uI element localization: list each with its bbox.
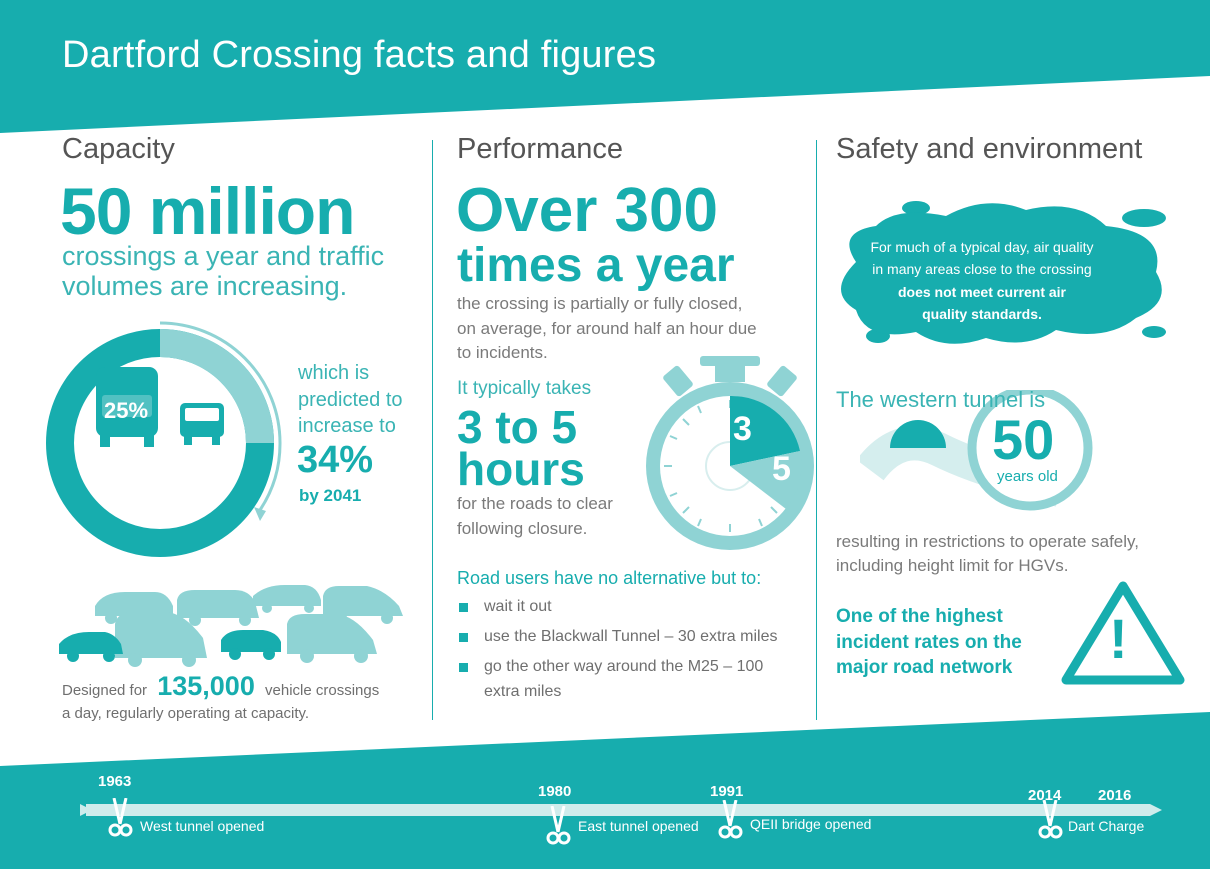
typically-takes: It typically takes — [457, 378, 592, 399]
capacity-big-number: 50 million — [60, 174, 355, 248]
vehicle-share-donut — [38, 315, 288, 575]
clear-text: for the roads to clear following closure. — [457, 494, 613, 538]
page-title: Dartford Crossing facts and figures — [62, 34, 657, 76]
timeline-year-1991: 1991 — [710, 783, 744, 800]
performance-big-2: times a year — [457, 239, 735, 292]
timeline-band — [0, 700, 1210, 869]
bullet-marker — [459, 603, 468, 612]
scissors-icon — [544, 806, 572, 846]
timeline-year-1963: 1963 — [98, 773, 132, 790]
truck-icon — [180, 403, 224, 445]
timeline-label-east: East tunnel opened — [578, 818, 699, 834]
scissors-icon — [1036, 800, 1064, 840]
designed-for: Designed for 135,000 vehicle crossings — [62, 671, 380, 701]
capacity-heading: Capacity — [62, 133, 175, 165]
donut-caption: of customer journeys are heavy and light goods vehicles — [93, 460, 223, 510]
timeline-year-1980: 1980 — [538, 783, 572, 800]
bullet-marker — [459, 663, 468, 672]
stopwatch-5: 5 — [772, 450, 791, 488]
timeline-year-2016: 2016 — [1098, 787, 1132, 804]
hours-word: hours — [457, 443, 585, 495]
scissors-icon — [106, 798, 134, 838]
tunnel-pre: The western tunnel is — [836, 387, 1046, 412]
capacity-subtext: crossings a year and traffic volumes are increasing. — [62, 241, 385, 302]
air-quality-text: For much of a typical day, air quality in many areas close to the crossing does not meet current air quality standards. — [870, 239, 1094, 323]
stopwatch-3: 3 — [733, 410, 752, 448]
timeline-year-2014: 2014 — [1028, 787, 1062, 804]
traffic-illustration — [55, 580, 415, 670]
alt-item-wait: wait it out — [484, 598, 552, 615]
warning-glyph: ! — [1109, 607, 1128, 670]
performance-heading: Performance — [457, 133, 624, 165]
scissors-icon — [716, 800, 744, 840]
designed-number: 135,000 — [157, 671, 255, 701]
predicted-text: which is predicted to increase to — [298, 362, 403, 438]
timeline-label-dart: Dart Charge — [1068, 818, 1145, 834]
safety-heading: Safety and environment — [836, 133, 1143, 165]
donut-percent: 25% — [104, 398, 149, 423]
tunnel-years: 50 — [992, 408, 1055, 471]
alternative-heading: Road users have no alternative but to: — [457, 568, 762, 588]
performance-big-1: Over 300 — [456, 176, 718, 245]
alt-item-m25-cont: extra miles — [484, 683, 562, 700]
column-divider-1 — [432, 140, 433, 720]
timeline-label-west: West tunnel opened — [140, 818, 265, 834]
stopwatch-icon — [640, 354, 820, 564]
predicted-value: 34% — [297, 439, 374, 481]
incident-text: One of the highest incident rates on the major road network — [836, 606, 1022, 679]
predicted-year: by 2041 — [299, 486, 362, 505]
performance-desc: the crossing is partially or fully closed, on average, for around half an hour due to incidents. — [457, 294, 757, 363]
bullet-marker — [459, 633, 468, 642]
hours-range: 3 to 5 — [457, 401, 578, 453]
restrictions-text: resulting in restrictions to operate safely, including height limit for HGVs. — [836, 532, 1139, 575]
designed-line2: a day, regularly operating at capacity. — [62, 705, 310, 722]
alt-item-blackwall: use the Blackwall Tunnel – 30 extra miles — [484, 628, 778, 645]
alt-item-m25: go the other way around the M25 – 100 — [484, 658, 764, 675]
tunnel-post: years old — [997, 468, 1058, 485]
timeline-label-qeii: QEII bridge opened — [750, 816, 872, 832]
